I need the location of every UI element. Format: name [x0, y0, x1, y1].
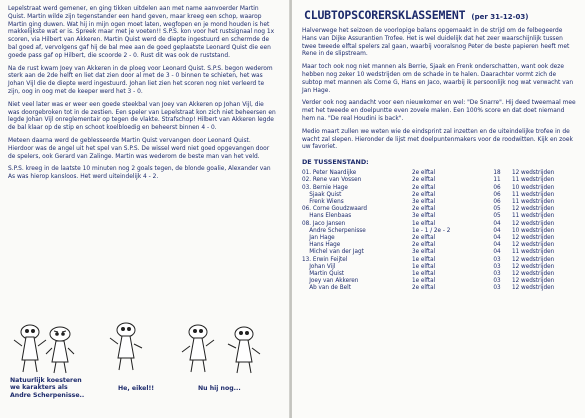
cartoon-figure-4 [182, 325, 214, 372]
table-row [302, 221, 562, 228]
player-goals: 03 [493, 271, 501, 277]
player-name: Hans Hage [302, 242, 341, 249]
player-goals: 05 [493, 206, 501, 213]
player-games: 12 wedstrijden [512, 271, 555, 277]
right-paragraph-2: Maar toch ook nog niet mannen als Berrie, Sjaak en Frenk onderschatten, want ook deze hebben nog zeker 10 wedstrijden om de schade in te halen. Daarachter vormt zich de subtop met mannen als Corne G, Hans en Jaco, waarbij ik persoonlijk nog wat verwacht van Jan Hage. [302, 64, 574, 94]
left-paragraph-5: S.P.S. kreeg in de laatste 10 minuten nog 2 goals tegen, de blonde goalie, Alexander van As was hierop kansloos. Het werd uiteindelijk 4 - 2. [8, 166, 271, 181]
player-team: 1e - 1 / 2e - 2 [412, 227, 451, 234]
standings-heading: DE TUSSENSTAND: [302, 158, 369, 167]
player-team: 2e elftal [412, 206, 436, 213]
player-team: 2e elftal [412, 177, 436, 184]
player-team: 2e elftal [412, 191, 436, 198]
table-row [302, 177, 562, 184]
player-team: 2e elftal [412, 242, 436, 249]
player-goals: 11 [493, 177, 501, 184]
table-row [302, 249, 562, 256]
left-paragraph-3: Niet veel later was er weer een goede steekbal van Joey van Akkeren op Johan Vijl, die was doorgebroken tot in de zestien. Een speler van Lepelstraat kon zich niet beheersen en legde Johan Vijl onreglementair op tegen de vlakte. Strafschop! Hilbert van Akkeren legde de bal klaar op de stip en schoot koelbloedig en beheerst binnen 4 - 0. [8, 101, 276, 132]
right-paragraph-1: Halverwege het seizoen de voorlopige balans opgemaakt in de strijd om de felbegeerde Hans van Dijke Assurantien Trofee. Het is wel duidelijk dat het zeer waarschijnlijk tussen twee tweede elftal spelers zal gaan, waarbij vooralsnog Peter de beste papieren heeft met Rene in de slipstream. [302, 28, 570, 58]
player-goals: 18 [493, 170, 501, 177]
player-goals: 03 [493, 285, 501, 292]
player-name: 03. Bernie Hage [302, 184, 348, 191]
player-games: 12 wedstrijden [512, 206, 555, 213]
player-goals: 06 [493, 191, 501, 198]
player-name: Jan Hage [302, 234, 335, 241]
cartoon-caption-1 [10, 377, 84, 399]
table-row [302, 285, 562, 292]
player-games: 11 wedstrijden [512, 213, 555, 220]
player-team: 1e elftal [412, 256, 436, 263]
cartoon-caption-2: He, eikel!! [118, 385, 155, 392]
player-games: 11 wedstrijden [512, 177, 555, 184]
title-text: CLUBTOPSCORERSKLASSEMENT [304, 8, 466, 22]
player-team: 2e elftal [412, 234, 436, 241]
caption-1-line-3: Andre Scherpenisse.. [10, 391, 85, 399]
player-goals: 04 [493, 220, 501, 227]
left-paragraph-1: Lepelstraat werd gemener, en ging tikken uitdelen aan met name aanvoerder Martin Quist. Martin wilde zijn tegenstander een hand geven, maar kreeg een schop, waarop Martin ging duwen. Wat hij in mijn ogen moet laten, wegfopen en je mond houden is het makkelijkste wat er is. Spreek maar met je voeten!! S.P.S. kon voor het rustsignaal nog 1x scoren, via Hilbert van Akkeren. Martin Quist werd de diepte ingestuurd en schermde de bal goed af, vervolgens gaf hij de bal mee aan de goed geplaatste Leonard Quist die een goede pass gaf op Hilbert, die scoorde 2 - 0. Rust dit was ook de ruststand. [8, 6, 275, 59]
player-name: Frenk Wiens [302, 198, 344, 205]
caption-1-line-1: Natuurlijk koesteren [10, 377, 82, 384]
player-name: Johan Vijl [302, 263, 336, 270]
table-row [302, 199, 562, 206]
player-goals: 04 [493, 242, 501, 249]
page-title [304, 8, 577, 22]
player-name: Hans Elenbaas [302, 213, 352, 220]
player-games: 12 wedstrijden [512, 278, 555, 285]
table-row [302, 213, 562, 220]
table-row [302, 278, 562, 285]
table-row [302, 192, 562, 199]
table-row [302, 257, 562, 264]
title-date: (per 31-12-03) [471, 13, 529, 21]
player-name: 08. Jaco Jansen [302, 220, 346, 227]
player-games: 12 wedstrijden [512, 234, 555, 241]
cartoon-figure-1 [14, 325, 46, 372]
player-team: 1e elftal [412, 263, 436, 270]
player-name: Joey van Akkeren [302, 278, 359, 285]
player-name: 01. Peter Naardijke [302, 170, 357, 177]
player-games: 11 wedstrijden [512, 198, 555, 205]
table-row [302, 228, 562, 235]
player-games: 12 wedstrijden [512, 220, 555, 227]
table-row [302, 206, 562, 213]
caption-1-line-2: we karakters als [10, 384, 68, 392]
player-name: 06. Corne Goudzwaard [302, 206, 368, 213]
table-row [302, 242, 562, 249]
player-team: 1e elftal [412, 220, 436, 227]
player-goals: 04 [493, 227, 501, 234]
player-goals: 06 [493, 184, 501, 191]
player-games: 12 wedstrijden [512, 170, 555, 177]
right-paragraph-4: Medio maart zullen we weten wie de eindsprint zal inzetten en de uiteindelijke trofee in de wacht zal slepen. Hieronder de lijst met doelpuntenmakers voor de roodwitten. Kijk en zoek uw favoriet. [302, 128, 573, 151]
player-goals: 04 [493, 249, 501, 256]
player-goals: 04 [493, 234, 501, 241]
player-games: 11 wedstrijden [512, 249, 555, 256]
player-games: 12 wedstrijden [512, 242, 555, 249]
left-paragraph-2: Na de rust kwam Joey van Akkeren in de ploeg voor Leonard Quist. S.P.S. begon wederom sterk aan de 2de helft en liet dat zien door al met de 3 - 0 binnen te schieten, het was Johan Vijl die de diepte werd ingestuurd. Johan liet zien het scoren nog niet verleerd te zijn, oog in oog met de keeper werd het 3 - 0. [8, 65, 273, 95]
player-name: 13. Erwin Feijtel [302, 256, 348, 263]
player-name: Andre Scherpenisse [302, 227, 366, 234]
player-team: 2e elftal [412, 170, 436, 177]
table-row [302, 264, 562, 271]
cartoon-figure-3 [110, 323, 142, 370]
player-name: Michel van der Jagt [302, 249, 364, 256]
left-paragraph-4: Meteen daarna werd de geblesseerde Martin Quist vervangen door Leonard Quist. Hierdoor was de angel uit het spel van S.P.S. De wissel werd niet goed opgevangen door de spelers, ook Gerard van Zalinge. Martin was wederom de beste man van het veld. [8, 137, 270, 160]
cartoon-figure-2 [46, 327, 74, 373]
player-team: 1e elftal [412, 271, 436, 277]
player-team: 2e elftal [412, 285, 436, 292]
player-games: 11 wedstrijden [512, 191, 555, 198]
player-goals: 03 [493, 256, 501, 263]
cartoon-caption-3: Nu hij nog... [198, 385, 241, 392]
player-goals: 05 [493, 213, 501, 220]
right-paragraph-3: Verder ook nog aandacht voor een nieuwkomer en wel: "De Snarre". Hij deed tweemaal mee met het tweede en doelpuntte even zovele malen. Een 100% score en dat doet niemand hem na. "De real Houdini is back". [302, 100, 576, 122]
player-goals: 03 [493, 278, 501, 285]
player-name: Sjaak Quist [302, 191, 342, 198]
player-games: 12 wedstrijden [512, 256, 555, 263]
player-games: 10 wedstrijden [512, 227, 555, 234]
right-page [292, 0, 585, 418]
player-games: 12 wedstrijden [512, 285, 555, 292]
player-name: 02. Rene van Vossen [302, 177, 362, 184]
cartoon-figure-5 [228, 327, 260, 373]
left-page [0, 0, 290, 418]
player-goals: 03 [493, 263, 501, 270]
player-team: 3e elftal [412, 198, 436, 205]
player-goals: 06 [493, 198, 501, 205]
player-team: 3e elftal [412, 213, 436, 220]
player-name: Ab van de Belt [302, 285, 351, 292]
player-team: 3e elftal [412, 249, 436, 256]
table-row [302, 235, 562, 242]
player-name: Martin Quist [302, 271, 345, 277]
player-games: 12 wedstrijden [512, 263, 555, 270]
player-games: 10 wedstrijden [512, 184, 555, 191]
standings-table [302, 170, 562, 292]
table-row [302, 185, 562, 192]
player-team: 1e elftal [412, 278, 436, 285]
player-team: 2e elftal [412, 184, 436, 191]
table-row [302, 170, 562, 177]
table-row [302, 271, 562, 278]
